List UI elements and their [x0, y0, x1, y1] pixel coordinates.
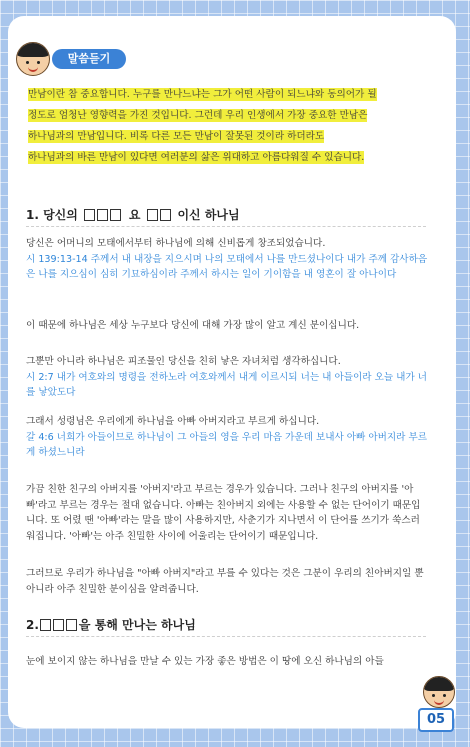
section-2-heading	[26, 616, 196, 633]
page-number: 05	[418, 708, 454, 732]
scripture-verse: 갈 4:6 너희가 아들이므로 하나님이 그 아들의 영을 우리 마음 가운데 보내사 아빠 아버지라 부르게 하셨느니라	[26, 431, 428, 458]
heading-divider	[26, 636, 426, 637]
blank-box	[160, 209, 171, 221]
section-badge: 말씀듣기	[52, 49, 126, 69]
paragraph-text: 그래서 성령님은 우리에게 하나님을 아빠 아버지라고 부르게 하십니다.	[26, 416, 320, 427]
intro-line: 하나님과의 바른 만남이 있다면 여러분의 삶은 위대하고 아름다워질 수 있습니다.	[28, 152, 365, 163]
paragraph-6: 그러므로 우리가 하나님을 "아빠 아버지"라고 부를 수 있다는 것은 그분이 우리의 친아버지일 뿐 아니라 아주 친밀한 분이심을 알려줍니다.	[26, 568, 424, 595]
paragraph-3	[26, 354, 428, 401]
blank-box	[97, 209, 108, 221]
blank-box	[110, 209, 121, 221]
paragraph-4	[26, 414, 428, 461]
paragraph-text: 그뿐만 아니라 하나님은 피조물인 당신을 친히 낳은 자녀처럼 생각하십니다.	[26, 356, 341, 367]
blank-box	[66, 619, 77, 631]
section-2-number: 2.	[26, 617, 39, 632]
paragraph-5: 가끔 친한 친구의 아버지를 '아버지'라고 부르는 경우가 있습니다. 그러나 친구의 아버지를 '아빠'라고 부르는 경우는 절대 없습니다. 아빠는 친아버지 외에는 사용할 수 없는 단어이기 때문입니다. 또 어렸 땐 '아빠'라는 말을 많이 사용하지만, 사춘기가 지나면서 이 단어를 쓰기가 쑥스러워집니다. '아빠'는 아주 친밀한 사이에 어울리는 단어이기 때문입니다.	[26, 484, 421, 542]
blank-box	[53, 619, 64, 631]
intro-highlighted-text	[28, 84, 424, 168]
paragraph-1	[26, 236, 428, 283]
paragraph-last: 눈에 보이지 않는 하나님을 만날 수 있는 가장 좋은 방법은 이 땅에 오신 하나님의 아들	[26, 656, 384, 667]
section-1-heading	[26, 206, 240, 223]
section-1-mid: 요	[128, 208, 141, 222]
intro-line: 만남이란 참 중요합니다. 누구를 만나느냐는 그가 어떤 사람이 되느냐와 동의어가 될	[28, 89, 377, 100]
blank-box	[147, 209, 158, 221]
heading-divider	[26, 226, 426, 227]
section-1-number: 1. 당신의	[26, 208, 78, 222]
blank-box	[40, 619, 51, 631]
scripture-verse: 시 2:7 내가 여호와의 명령을 전하노라 여호와께서 내게 이르시되 너는 내 아들이라 오늘 내가 너를 낳았도다	[26, 371, 428, 398]
intro-line: 하나님과의 만남입니다. 비록 다른 모든 만남이 잘못된 것이라 하더라도	[28, 131, 325, 142]
paragraph-2: 이 때문에 하나님은 세상 누구보다 당신에 대해 가장 많이 알고 계신 분이십니다.	[26, 320, 360, 331]
blank-box	[84, 209, 95, 221]
student-avatar-icon	[16, 42, 50, 76]
section-2-tail: 을 통해 만나는 하나님	[78, 618, 196, 632]
scripture-verse: 시 139:13-14 주께서 내 내장을 지으시며 나의 모태에서 나를 만드셨나이다 내가 주께 감사하음은 나를 지으심이 심히 기묘하심이라 주께서 하시는 일이 기이함을 내 영혼이 잘 아나이다	[26, 253, 428, 280]
section-1-tail: 이신 하나님	[177, 208, 240, 222]
student-avatar-icon	[423, 676, 455, 708]
intro-line: 정도로 엄청난 영향력을 가진 것입니다. 그런데 우리 인생에서 가장 중요한 만남은	[28, 110, 368, 121]
paragraph-text: 당신은 어머니의 모태에서부터 하나님에 의해 신비롭게 창조되었습니다.	[26, 238, 326, 249]
